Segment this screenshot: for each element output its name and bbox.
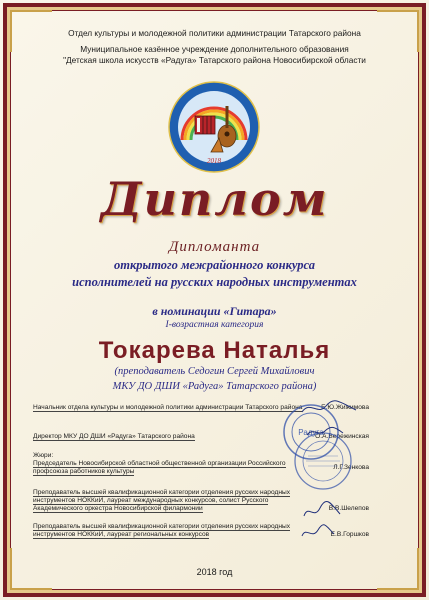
svg-text:Радуга: Радуга	[298, 428, 324, 437]
teacher-line-2: МКУ ДО ДШИ «Радуга» Татарского района)	[112, 381, 317, 392]
contest-line-1: открытого межрайонного конкурса	[113, 258, 316, 272]
document-subtitle: Дипломанта	[168, 239, 261, 255]
signature-scribble-icon	[305, 425, 345, 439]
signature-row: Жюри: Председатель Новосибирской областной общественной организации Российского профсоюза работников культуры Л.Г.Зенкова	[33, 452, 369, 475]
signature-row: Директор МКУ ДО ДШИ «Радуга» Татарского района О.А.Вережинская	[33, 433, 369, 440]
document-date: 2018 год	[196, 567, 233, 577]
document-title: Диплом	[100, 172, 329, 226]
teacher-line-1: (преподаватель Седогин Сергей Михайлович	[114, 366, 315, 377]
header-department: Отдел культуры и молодежной политики администрации Татарского района	[68, 28, 361, 38]
signature-row: Начальник отдела культуры и молодежной политики администрации Татарского района Е.Ю.Жижимова	[33, 404, 369, 411]
signature-scribble-icon	[300, 524, 336, 542]
signature-row: Преподаватель высшей квалификационной категории отделения русских народных инструментов НОККиИ, лауреат международных конкурсов, солист Русского Академического оркестра Новосибирской филармонии В.В.Шелепов	[33, 489, 369, 512]
signature-scribble-icon	[302, 500, 342, 522]
signature-row: Преподаватель высшей квалификационной категории отделения русских народных инструментов НОККиИ, лауреат региональных конкурсов Е.В.Горшков	[33, 523, 369, 538]
emblem-year: 2018	[207, 157, 221, 165]
contest-line-2: исполнителей на русских народных инструментах	[72, 275, 357, 289]
school-emblem-icon	[167, 80, 261, 174]
recipient-name: Токарева Наталья	[98, 337, 331, 364]
union-stamp-icon	[292, 430, 354, 492]
signature-scribble-icon	[300, 398, 360, 418]
nomination: в номинации «Гитара»	[152, 304, 277, 318]
header-institution: Муниципальное казённое учреждение дополнительного образования	[80, 44, 349, 54]
age-category: I-возрастная категория	[165, 320, 264, 330]
header-school: "Детская школа искусств «Радуга» Татарского района Новосибирской области	[63, 55, 366, 65]
